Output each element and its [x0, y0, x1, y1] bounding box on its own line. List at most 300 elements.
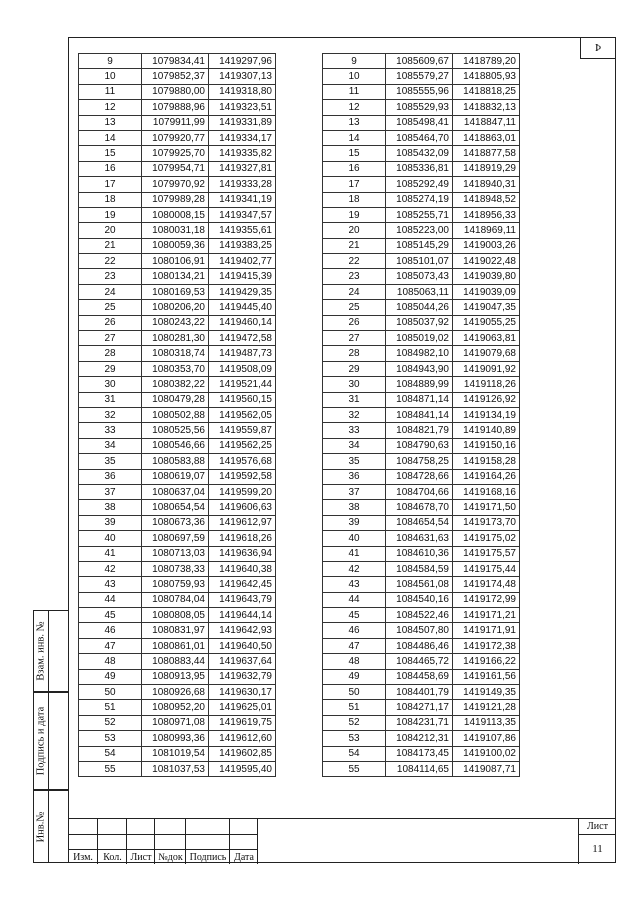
coord-y: 1419087,71	[453, 761, 520, 776]
coord-y: 1418956,33	[453, 207, 520, 222]
coord-x: 1085044,26	[386, 300, 453, 315]
table-row	[79, 638, 276, 653]
coord-y: 1419174,48	[453, 577, 520, 592]
table-row	[323, 761, 520, 776]
table-row	[79, 161, 276, 176]
coord-x: 1080318,74	[142, 346, 209, 361]
coord-y: 1419022,48	[453, 254, 520, 269]
coord-y: 1419576,68	[209, 454, 276, 469]
coord-y: 1419619,75	[209, 715, 276, 730]
point-number: 22	[323, 254, 386, 269]
coord-y: 1419559,87	[209, 423, 276, 438]
point-number: 21	[323, 238, 386, 253]
coord-y: 1419175,02	[453, 531, 520, 546]
point-number: 9	[79, 54, 142, 69]
point-number: 47	[323, 638, 386, 653]
coord-y: 1419134,19	[453, 407, 520, 422]
point-number: 24	[79, 284, 142, 299]
coord-y: 1419460,14	[209, 315, 276, 330]
point-number: 43	[79, 577, 142, 592]
point-number: 42	[323, 561, 386, 576]
point-number: 37	[323, 484, 386, 499]
coord-y: 1419595,40	[209, 761, 276, 776]
coord-y: 1419331,89	[209, 115, 276, 130]
point-number: 19	[323, 207, 386, 222]
coord-y: 1419039,80	[453, 269, 520, 284]
point-number: 39	[79, 515, 142, 530]
coord-y: 1419173,70	[453, 515, 520, 530]
coord-y: 1418877,58	[453, 146, 520, 161]
coord-y: 1419047,35	[453, 300, 520, 315]
coord-x: 1081037,53	[142, 761, 209, 776]
coord-x: 1080808,05	[142, 608, 209, 623]
coord-x: 1079888,96	[142, 100, 209, 115]
table-row	[79, 100, 276, 115]
coord-y: 1419341,19	[209, 192, 276, 207]
title-block	[68, 818, 616, 864]
table-row	[323, 731, 520, 746]
coord-x: 1080479,28	[142, 392, 209, 407]
coord-y: 1419562,05	[209, 407, 276, 422]
table-row	[323, 177, 520, 192]
table-row	[79, 546, 276, 561]
table-row	[323, 546, 520, 561]
coord-y: 1419636,94	[209, 546, 276, 561]
table-row	[323, 192, 520, 207]
coord-x: 1079954,71	[142, 161, 209, 176]
point-number: 44	[79, 592, 142, 607]
coord-x: 1080169,53	[142, 284, 209, 299]
coord-x: 1080031,18	[142, 223, 209, 238]
title-col-list: Лист	[130, 852, 152, 863]
table-row	[79, 392, 276, 407]
coord-x: 1085073,43	[386, 269, 453, 284]
coord-x: 1079920,77	[142, 130, 209, 145]
table-row	[79, 731, 276, 746]
table-row	[323, 146, 520, 161]
point-number: 49	[79, 669, 142, 684]
coord-x: 1080738,33	[142, 561, 209, 576]
point-number: 17	[79, 177, 142, 192]
coordinates-table-right	[322, 53, 520, 777]
coord-y: 1419640,50	[209, 638, 276, 653]
table-row	[79, 454, 276, 469]
coord-y: 1418863,01	[453, 130, 520, 145]
table-row	[79, 361, 276, 376]
coord-x: 1085255,71	[386, 207, 453, 222]
coord-y: 1418789,20	[453, 54, 520, 69]
coord-x: 1084486,46	[386, 638, 453, 653]
table-row	[79, 207, 276, 222]
table-row	[79, 269, 276, 284]
point-number: 44	[323, 592, 386, 607]
coord-y: 1418919,29	[453, 161, 520, 176]
coord-x: 1085019,02	[386, 331, 453, 346]
table-row	[79, 130, 276, 145]
coord-y: 1419140,89	[453, 423, 520, 438]
table-row	[79, 407, 276, 422]
table-row	[323, 115, 520, 130]
side-field-inv	[33, 790, 69, 863]
coord-y: 1419333,28	[209, 177, 276, 192]
table-row	[79, 623, 276, 638]
coord-x: 1080382,22	[142, 377, 209, 392]
table-row	[79, 54, 276, 69]
point-number: 19	[79, 207, 142, 222]
coord-y: 1419642,45	[209, 577, 276, 592]
coord-y: 1419612,97	[209, 515, 276, 530]
coord-y: 1419323,51	[209, 100, 276, 115]
point-number: 15	[79, 146, 142, 161]
coord-y: 1419039,09	[453, 284, 520, 299]
table-row	[323, 84, 520, 99]
table-row	[79, 715, 276, 730]
sheet-box	[578, 819, 616, 864]
point-number: 12	[79, 100, 142, 115]
table-row	[323, 515, 520, 530]
point-number: 34	[79, 438, 142, 453]
point-number: 18	[323, 192, 386, 207]
table-row	[79, 284, 276, 299]
table-row	[79, 146, 276, 161]
coord-x: 1080134,21	[142, 269, 209, 284]
table-row	[79, 500, 276, 515]
coord-x: 1080971,08	[142, 715, 209, 730]
coord-y: 1419171,91	[453, 623, 520, 638]
coord-y: 1419171,21	[453, 608, 520, 623]
table-row	[323, 238, 520, 253]
table-row	[323, 531, 520, 546]
table-row	[323, 654, 520, 669]
coord-y: 1419168,16	[453, 484, 520, 499]
point-number: 55	[323, 761, 386, 776]
point-number: 25	[323, 300, 386, 315]
coord-y: 1419334,17	[209, 130, 276, 145]
coord-x: 1084212,31	[386, 731, 453, 746]
point-number: 55	[79, 761, 142, 776]
coord-x: 1084841,14	[386, 407, 453, 422]
coord-y: 1419063,81	[453, 331, 520, 346]
coord-y: 1419126,92	[453, 392, 520, 407]
coord-y: 1419172,38	[453, 638, 520, 653]
coord-x: 1079911,99	[142, 115, 209, 130]
table-row	[79, 438, 276, 453]
point-number: 53	[323, 731, 386, 746]
coord-x: 1084522,46	[386, 608, 453, 623]
coord-y: 1419347,57	[209, 207, 276, 222]
coord-x: 1084654,54	[386, 515, 453, 530]
point-number: 49	[323, 669, 386, 684]
table-row	[79, 300, 276, 315]
point-number: 29	[323, 361, 386, 376]
coord-x: 1085498,41	[386, 115, 453, 130]
coord-x: 1080281,30	[142, 331, 209, 346]
coord-x: 1084465,72	[386, 654, 453, 669]
point-number: 37	[79, 484, 142, 499]
table-row	[79, 577, 276, 592]
coord-y: 1419562,25	[209, 438, 276, 453]
point-number: 40	[79, 531, 142, 546]
coord-x: 1080673,36	[142, 515, 209, 530]
coord-y: 1419508,09	[209, 361, 276, 376]
coord-y: 1419100,02	[453, 746, 520, 761]
coord-x: 1080546,66	[142, 438, 209, 453]
coord-x: 1084401,79	[386, 685, 453, 700]
coord-y: 1419612,60	[209, 731, 276, 746]
table-row	[79, 531, 276, 546]
point-number: 38	[79, 500, 142, 515]
point-number: 51	[323, 700, 386, 715]
point-number: 50	[79, 685, 142, 700]
point-number: 50	[323, 685, 386, 700]
coord-x: 1084173,45	[386, 746, 453, 761]
coord-x: 1084758,25	[386, 454, 453, 469]
coord-x: 1080697,59	[142, 531, 209, 546]
table-row	[79, 254, 276, 269]
coord-y: 1419521,44	[209, 377, 276, 392]
point-number: 26	[79, 315, 142, 330]
point-number: 36	[323, 469, 386, 484]
coord-y: 1419592,58	[209, 469, 276, 484]
coord-y: 1419383,25	[209, 238, 276, 253]
point-number: 32	[323, 407, 386, 422]
table-row	[323, 592, 520, 607]
coord-x: 1084871,14	[386, 392, 453, 407]
coord-y: 1419149,35	[453, 685, 520, 700]
coord-y: 1419055,25	[453, 315, 520, 330]
point-number: 41	[79, 546, 142, 561]
coord-x: 1084943,90	[386, 361, 453, 376]
coord-y: 1419637,64	[209, 654, 276, 669]
table-row	[79, 315, 276, 330]
coord-y: 1419487,73	[209, 346, 276, 361]
table-row	[323, 623, 520, 638]
coord-y: 1418832,13	[453, 100, 520, 115]
coord-x: 1080993,36	[142, 731, 209, 746]
coord-x: 1084114,65	[386, 761, 453, 776]
table-row	[79, 592, 276, 607]
table-row	[323, 669, 520, 684]
point-number: 52	[323, 715, 386, 730]
coord-y: 1419318,80	[209, 84, 276, 99]
coord-y: 1419107,86	[453, 731, 520, 746]
point-number: 35	[323, 454, 386, 469]
coord-x: 1080952,20	[142, 700, 209, 715]
title-col-ndok: №док	[158, 852, 183, 863]
table-row	[79, 746, 276, 761]
point-number: 35	[79, 454, 142, 469]
point-number: 12	[323, 100, 386, 115]
table-row	[79, 484, 276, 499]
coord-x: 1080926,68	[142, 685, 209, 700]
coord-y: 1419150,16	[453, 438, 520, 453]
table-row	[323, 346, 520, 361]
table-row	[79, 654, 276, 669]
coord-x: 1085555,96	[386, 84, 453, 99]
table-row	[323, 392, 520, 407]
point-number: 26	[323, 315, 386, 330]
coord-x: 1084458,69	[386, 669, 453, 684]
table-row	[323, 608, 520, 623]
coord-x: 1080883,44	[142, 654, 209, 669]
coord-x: 1080861,01	[142, 638, 209, 653]
coord-y: 1419171,50	[453, 500, 520, 515]
point-number: 14	[79, 130, 142, 145]
coord-y: 1419602,85	[209, 746, 276, 761]
point-number: 25	[79, 300, 142, 315]
table-row	[323, 715, 520, 730]
coord-y: 1419445,40	[209, 300, 276, 315]
table-row	[323, 331, 520, 346]
point-number: 48	[79, 654, 142, 669]
point-number: 41	[323, 546, 386, 561]
coord-x: 1085063,11	[386, 284, 453, 299]
sheet-number: 11	[592, 843, 603, 855]
coord-x: 1084540,16	[386, 592, 453, 607]
table-row	[323, 438, 520, 453]
coord-x: 1084982,10	[386, 346, 453, 361]
point-number: 54	[79, 746, 142, 761]
table-row	[323, 577, 520, 592]
coord-y: 1419158,28	[453, 454, 520, 469]
coord-x: 1085145,29	[386, 238, 453, 253]
coord-y: 1419172,99	[453, 592, 520, 607]
point-number: 15	[323, 146, 386, 161]
point-number: 45	[323, 608, 386, 623]
coord-x: 1085609,67	[386, 54, 453, 69]
coord-y: 1419630,17	[209, 685, 276, 700]
coord-y: 1419355,61	[209, 223, 276, 238]
point-number: 23	[79, 269, 142, 284]
coord-x: 1080243,22	[142, 315, 209, 330]
point-number: 28	[323, 346, 386, 361]
point-number: 28	[79, 346, 142, 361]
point-number: 30	[323, 377, 386, 392]
coord-x: 1085274,19	[386, 192, 453, 207]
point-number: 16	[79, 161, 142, 176]
coord-x: 1084678,70	[386, 500, 453, 515]
coord-x: 1080784,04	[142, 592, 209, 607]
sheet-label: Лист	[579, 819, 616, 835]
coord-y: 1419472,58	[209, 331, 276, 346]
table-row	[323, 130, 520, 145]
table-row	[79, 115, 276, 130]
table-row	[323, 407, 520, 422]
table-row	[323, 638, 520, 653]
table-row	[323, 300, 520, 315]
coord-y: 1418948,52	[453, 192, 520, 207]
coord-y: 1419175,57	[453, 546, 520, 561]
table-row	[79, 685, 276, 700]
point-number: 48	[323, 654, 386, 669]
coord-y: 1419175,44	[453, 561, 520, 576]
table-row	[323, 700, 520, 715]
table-row	[323, 377, 520, 392]
table-row	[79, 238, 276, 253]
table-row	[79, 69, 276, 84]
table-row	[323, 561, 520, 576]
coord-x: 1085336,81	[386, 161, 453, 176]
point-number: 42	[79, 561, 142, 576]
point-number: 51	[79, 700, 142, 715]
coord-y: 1419166,22	[453, 654, 520, 669]
point-number: 52	[79, 715, 142, 730]
coord-x: 1085529,93	[386, 100, 453, 115]
coord-y: 1419642,93	[209, 623, 276, 638]
coord-x: 1084821,79	[386, 423, 453, 438]
coord-y: 1419164,26	[453, 469, 520, 484]
coord-x: 1084271,17	[386, 700, 453, 715]
coord-y: 1419118,26	[453, 377, 520, 392]
point-number: 31	[323, 392, 386, 407]
coord-x: 1085432,09	[386, 146, 453, 161]
table-row	[323, 315, 520, 330]
coord-x: 1084231,71	[386, 715, 453, 730]
table-row	[79, 469, 276, 484]
corner-mark: Þ	[580, 38, 615, 59]
coord-y: 1419625,01	[209, 700, 276, 715]
coord-y: 1419415,39	[209, 269, 276, 284]
coord-x: 1081019,54	[142, 746, 209, 761]
coord-x: 1079970,92	[142, 177, 209, 192]
title-col-data: Дата	[234, 852, 254, 863]
coord-x: 1084631,63	[386, 531, 453, 546]
coord-y: 1418847,11	[453, 115, 520, 130]
side-label-inv: Инв.№	[35, 811, 47, 842]
point-number: 43	[323, 577, 386, 592]
coord-x: 1085579,27	[386, 69, 453, 84]
coord-x: 1080913,95	[142, 669, 209, 684]
coord-x: 1085223,00	[386, 223, 453, 238]
coord-x: 1080206,20	[142, 300, 209, 315]
table-row	[323, 161, 520, 176]
coord-y: 1419606,63	[209, 500, 276, 515]
table-row	[79, 223, 276, 238]
title-col-podpis: Подпись	[189, 852, 227, 863]
coord-y: 1419632,79	[209, 669, 276, 684]
coord-x: 1085037,92	[386, 315, 453, 330]
coord-x: 1080619,07	[142, 469, 209, 484]
point-number: 45	[79, 608, 142, 623]
table-row	[79, 423, 276, 438]
table-row	[323, 254, 520, 269]
point-number: 20	[323, 223, 386, 238]
coord-y: 1419335,82	[209, 146, 276, 161]
point-number: 54	[323, 746, 386, 761]
table-row	[323, 100, 520, 115]
table-row	[323, 269, 520, 284]
table-row	[79, 177, 276, 192]
coord-y: 1419297,96	[209, 54, 276, 69]
coord-x: 1085292,49	[386, 177, 453, 192]
table-row	[323, 361, 520, 376]
coord-x: 1084610,36	[386, 546, 453, 561]
table-row	[79, 608, 276, 623]
table-row	[323, 223, 520, 238]
table-row	[323, 685, 520, 700]
coord-x: 1084584,59	[386, 561, 453, 576]
coord-y: 1419113,35	[453, 715, 520, 730]
coord-x: 1084561,08	[386, 577, 453, 592]
table-row	[79, 192, 276, 207]
point-number: 24	[323, 284, 386, 299]
title-col-izm: Изм.	[73, 852, 93, 863]
table-row	[79, 700, 276, 715]
table-row	[323, 69, 520, 84]
point-number: 11	[79, 84, 142, 99]
point-number: 14	[323, 130, 386, 145]
point-number: 32	[79, 407, 142, 422]
